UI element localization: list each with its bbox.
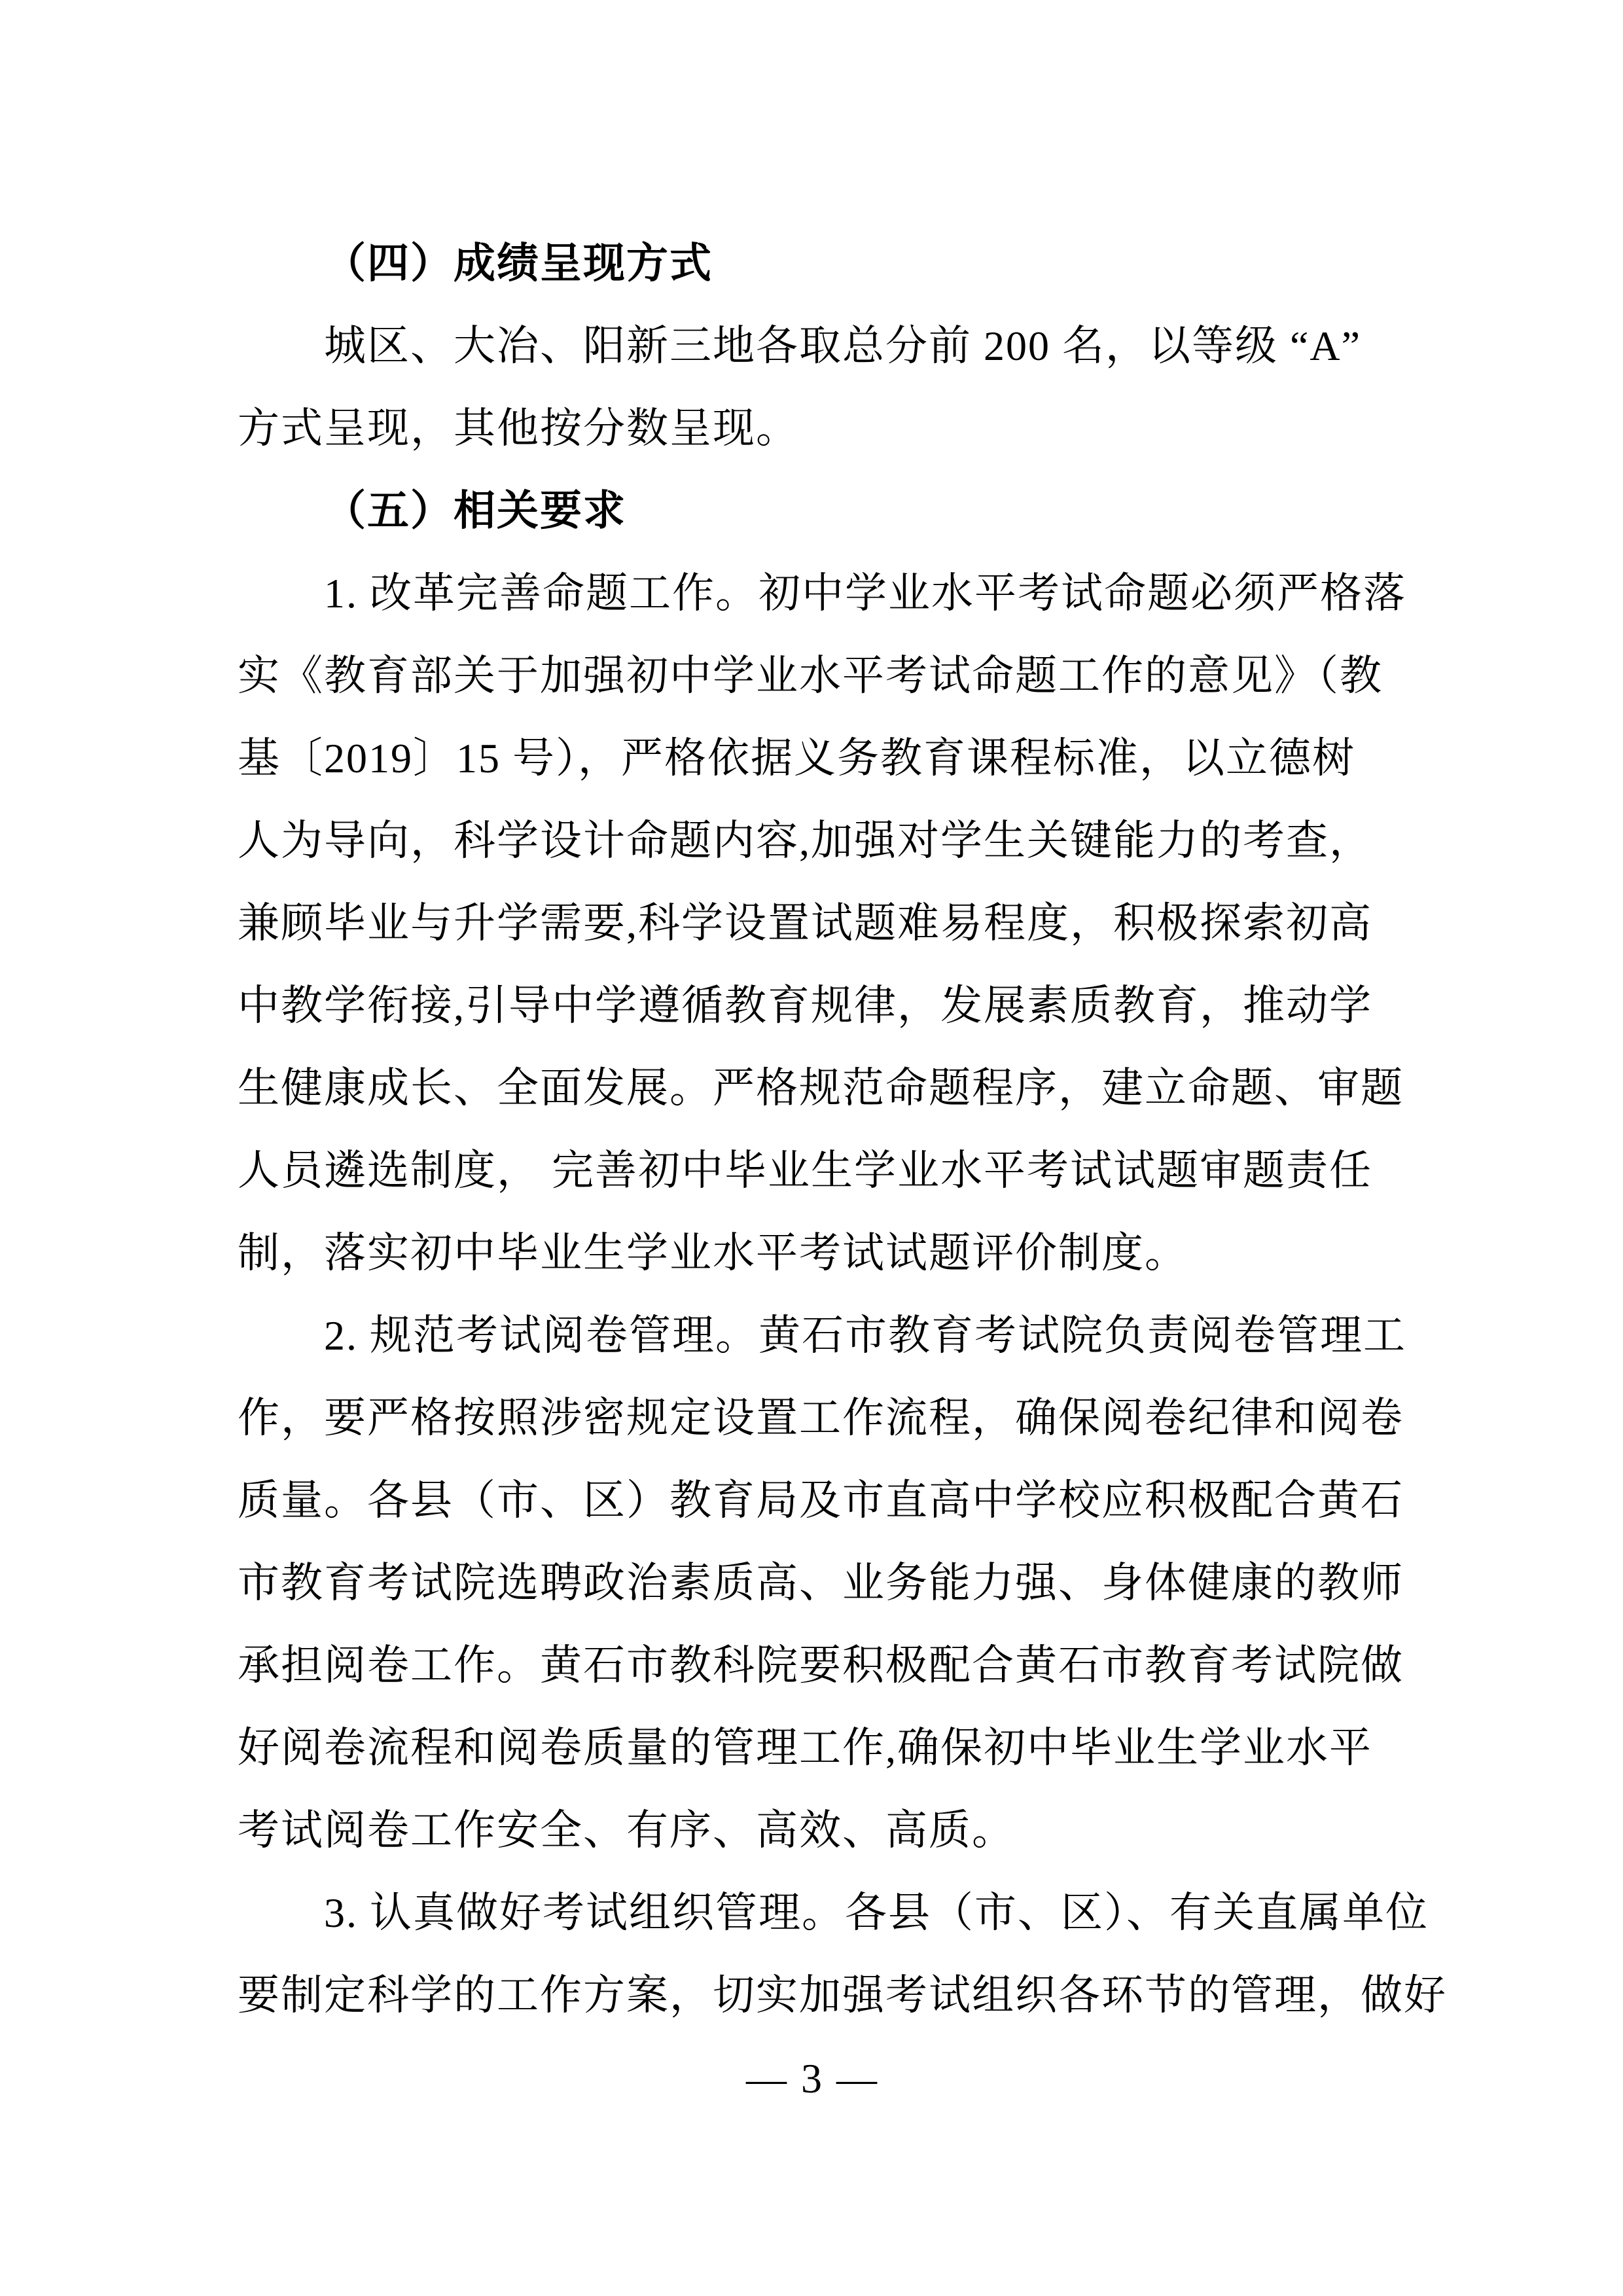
text-line: 作，要严格按照涉密规定设置工作流程，确保阅卷纪律和阅卷 bbox=[238, 1395, 1404, 1441]
text-line: 制，落实初中毕业生学业水平考试试题评价制度。 bbox=[238, 1230, 1188, 1276]
text-line: 1. 改革完善命题工作。初中学业水平考试命题必须严格落 bbox=[324, 570, 1406, 617]
text-line: 人为导向，科学设计命题内容,加强对学生关键能力的考查， bbox=[238, 817, 1372, 864]
text-line: 人员遴选制度， 完善初中毕业生学业水平考试试题审题责任 bbox=[238, 1147, 1372, 1194]
text-line: 中教学衔接,引导中学遵循教育规律，发展素质教育，推动学 bbox=[238, 982, 1372, 1029]
footer-right-dash: — bbox=[836, 2057, 877, 2102]
text-line: 基〔2019〕15 号），严格依据义务教育课程标准，以立德树 bbox=[238, 735, 1355, 781]
text-line: 实《教育部关于加强初中学业水平考试命题工作的意见》（教 bbox=[238, 653, 1383, 699]
text-line: 好阅卷流程和阅卷质量的管理工作,确保初中毕业生学业水平 bbox=[238, 1725, 1372, 1771]
page-number: 3 bbox=[801, 2055, 822, 2102]
text-line: 3. 认真做好考试组织管理。各县（市、区）、有关直属单位 bbox=[324, 1890, 1429, 1936]
footer-left-dash: — bbox=[746, 2057, 787, 2102]
text-line: 要制定科学的工作方案，切实加强考试组织各环节的管理，做好 bbox=[238, 1972, 1447, 2018]
text-line: 2. 规范考试阅卷管理。黄石市教育考试院负责阅卷管理工 bbox=[324, 1312, 1406, 1359]
text-line: 考试阅卷工作安全、有序、高效、高质。 bbox=[238, 1807, 1015, 1854]
text-line: 市教育考试院选聘政治素质高、业务能力强、身体健康的教师 bbox=[238, 1560, 1404, 1606]
text-line: 兼顾毕业与升学需要,科学设置试题难易程度，积极探索初高 bbox=[238, 900, 1372, 946]
section-heading-line: （五）相关要求 bbox=[324, 488, 626, 534]
text-line: 方式呈现，其他按分数呈现。 bbox=[238, 405, 799, 452]
text-line: 城区、大冶、阳新三地各取总分前 200 名，以等级 “A” bbox=[324, 323, 1362, 369]
page-footer bbox=[0, 2047, 1623, 2110]
document-body bbox=[238, 223, 1455, 2037]
text-line: 质量。各县（市、区）教育局及市直高中学校应积极配合黄石 bbox=[238, 1477, 1404, 1524]
section-heading-line: （四）成绩呈现方式 bbox=[324, 240, 713, 287]
text-line: 生健康成长、全面发展。严格规范命题程序，建立命题、审题 bbox=[238, 1065, 1404, 1111]
text-line: 承担阅卷工作。黄石市教科院要积极配合黄石市教育考试院做 bbox=[238, 1642, 1404, 1689]
